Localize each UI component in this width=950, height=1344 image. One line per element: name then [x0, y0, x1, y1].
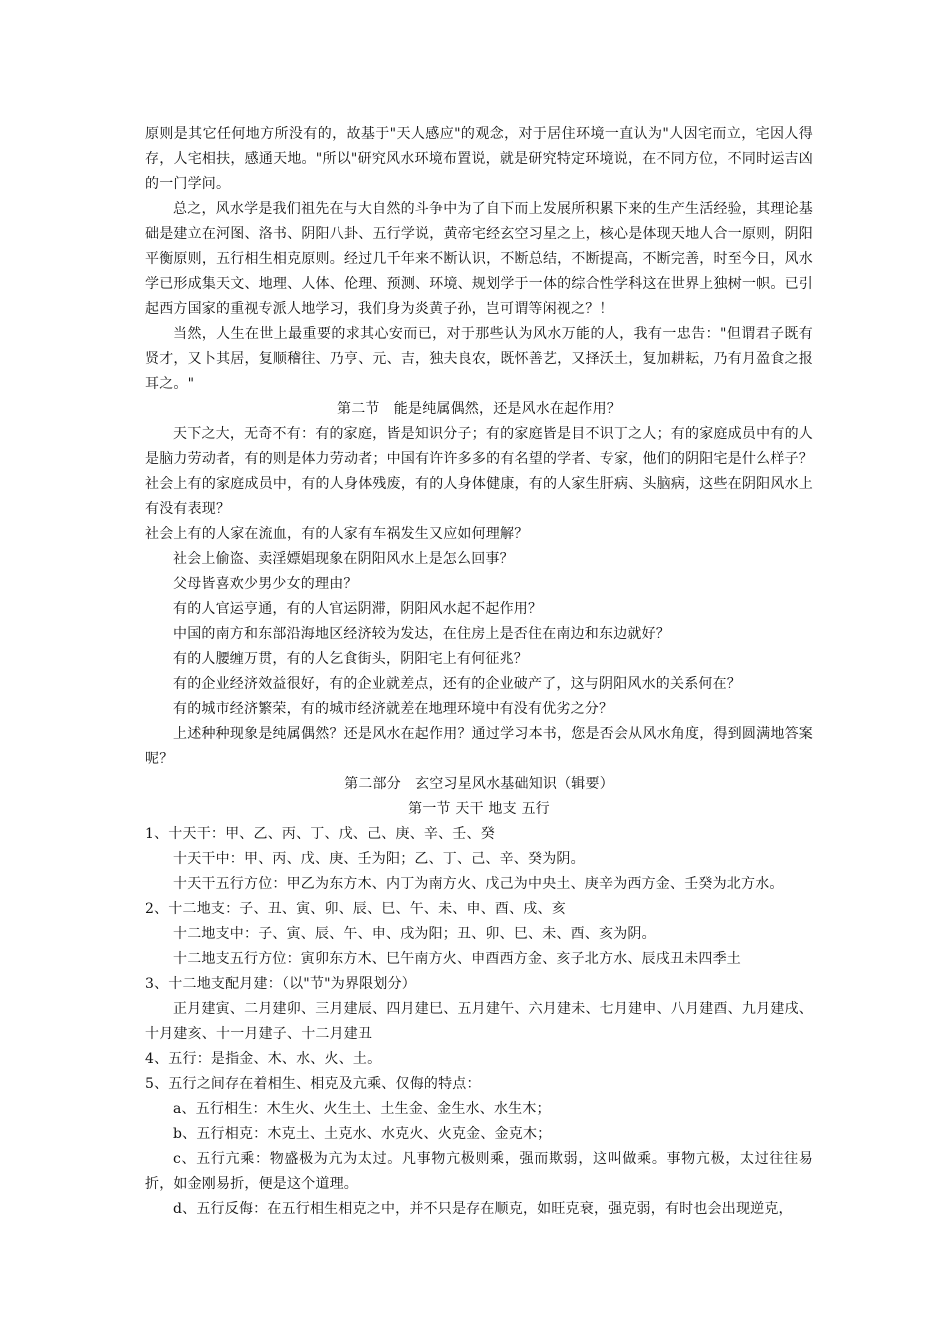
paragraph: b、五行相克：木克土、土克水、水克火、火克金、金克木；	[173, 1126, 552, 1142]
paragraph: 天下之大，无奇不有：有的家庭，皆是知识分子；有的家庭皆是目不识丁之人；有的家庭成员中有的人是脑力劳动者，有的则是体力劳动者；中国有许许多多的有名望的学者、专家，他们的阴阳宅是什么样子？社会上有的家庭成员中，有的人身体残废，有的人身体健康，有的人家生肝病、头脑病，这些在阴阳风水上有没有表现？	[145, 426, 813, 517]
paragraph: 正月建寅、二月建卯、三月建辰、四月建巳、五月建午、六月建未、七月建申、八月建酉、九月建戌、十月建亥、十一月建子、十二月建丑	[145, 1001, 813, 1042]
section-heading: 第二节 能是纯属偶然，还是风水在起作用？	[337, 401, 621, 417]
paragraph: 有的企业经济效益很好，有的企业就差点，还有的企业破产了，这与阴阳风水的关系何在？	[173, 676, 741, 692]
paragraph: 当然，人生在世上最重要的求其心安而已，对于那些认为风水万能的人，我有一忠告："但谓君子既有贤才，又卜其居，复顺稽往、乃亨、元、吉，独夫良农，既怀善艺，又择沃土，复加耕耘，乃有月盈食之报耳之。"	[145, 326, 813, 392]
paragraph: 中国的南方和东部沿海地区经济较为发达，在住房上是否住在南边和东边就好？	[173, 626, 670, 642]
paragraph: 社会上有的人家在流血，有的人家有车祸发生又应如何理解？	[145, 526, 529, 542]
paragraph: 3、十二地支配月建：（以"节"为界限划分）	[145, 976, 416, 992]
paragraph: a、五行相生：木生火、火生土、土生金、金生水、水生木；	[173, 1101, 551, 1117]
paragraph: 社会上偷盗、卖淫嫖娼现象在阴阳风水上是怎么回事？	[173, 551, 514, 567]
paragraph: c、五行亢乘：物盛极为亢为太过。凡事物亢极则乘，强而欺弱，这叫做乘。事物亢极，太过往往易折，如金刚易折，便是这个道理。	[145, 1151, 813, 1192]
paragraph: 上述种种现象是纯属偶然？还是风水在起作用？通过学习本书，您是否会从风水角度，得到圆满地答案呢？	[145, 726, 813, 767]
paragraph: 有的人官运亨通，有的人官运阴滞，阴阳风水起不起作用？	[173, 601, 543, 617]
section-heading: 第一节 天干 地支 五行	[408, 801, 550, 817]
paragraph: 1、十天干：甲、乙、丙、丁、戊、己、庚、辛、壬、癸	[145, 826, 495, 842]
paragraph: 总之，风水学是我们祖先在与大自然的斗争中为了自下而上发展所积累下来的生产生活经验，其理论基础是建立在河图、洛书、阴阳八卦、五行学说，黄帝宅经玄空习星之上，核心是体现天地人合一原则，阴阳平衡原则，五行相生相克原则。经过几千年来不断认识，不断总结，不断提高，不断完善，时至今日，风水学已形成集天文、地理、人体、伦理、预测、环境、规划学于一体的综合性学科这在世界上独树一帜。已引起西方国家的重视专派人地学习，我们身为炎黄子孙，岂可谓等闲视之？！	[145, 201, 813, 317]
paragraph: d、五行反侮：在五行相生相克之中，并不只是存在顺克，如旺克衰，强克弱，有时也会出现逆克，	[173, 1201, 793, 1217]
paragraph: 十二地支五行方位：寅卯东方木、巳午南方火、申酉西方金、亥子北方水、辰戌丑未四季土	[173, 951, 741, 967]
paragraph: 原则是其它任何地方所没有的，故基于"天人感应"的观念，对于居住环境一直认为"人因宅而立，宅因人得存，人宅相扶，感通天地。"所以"研究风水环境布置说，就是研究特定环境说，在不同方位，不同时运吉凶的一门学问。	[145, 126, 813, 192]
paragraph: 父母皆喜欢少男少女的理由？	[173, 576, 358, 592]
paragraph: 有的人腰缠万贯，有的人乞食街头，阴阳宅上有何征兆？	[173, 651, 528, 667]
paragraph: 2、十二地支：子、丑、寅、卯、辰、巳、午、未、申、酉、戌、亥	[145, 901, 566, 917]
paragraph: 十天干五行方位：甲乙为东方木、内丁为南方火、戊己为中央土、庚辛为西方金、壬癸为北方水。	[173, 876, 784, 892]
paragraph: 有的城市经济繁荣，有的城市经济就差在地理环境中有没有优劣之分？	[173, 701, 614, 717]
paragraph: 4、五行：是指金、木、水、火、土。	[145, 1051, 382, 1067]
paragraph: 十二地支中：子、寅、辰、午、申、戌为阳；丑、卯、巳、未、酉、亥为阴。	[173, 926, 656, 942]
document-body	[145, 122, 813, 1222]
paragraph: 十天干中：甲、丙、戊、庚、壬为阳；乙、丁、己、辛、癸为阴。	[173, 851, 585, 867]
paragraph: 5、五行之间存在着相生、相克及亢乘、仅侮的特点：	[145, 1076, 481, 1092]
section-heading: 第二部分 玄空习星风水基础知识（辑要）	[344, 776, 614, 792]
